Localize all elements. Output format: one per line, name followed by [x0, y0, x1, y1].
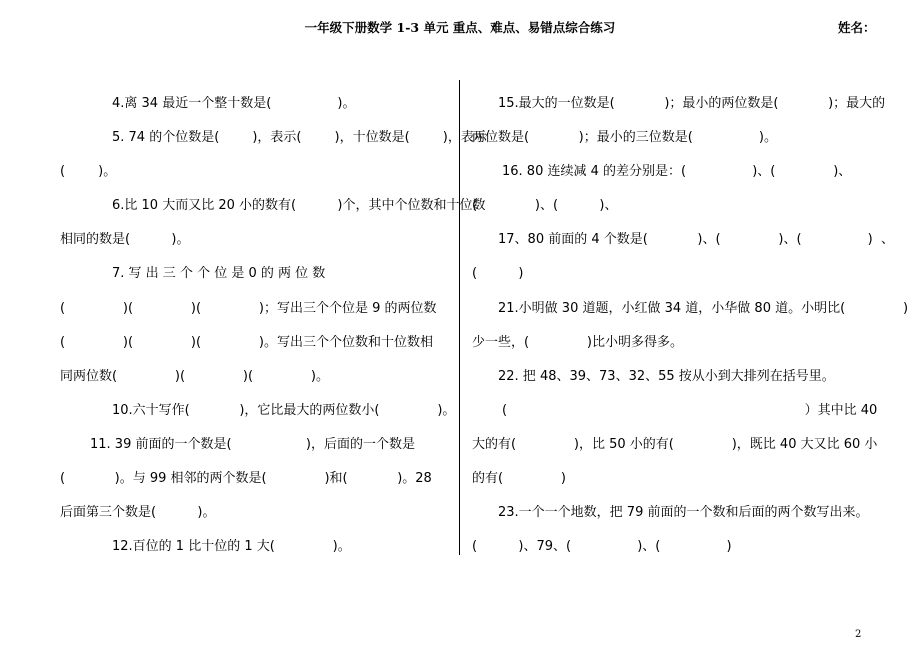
question-23-line-1: 23.一个一个地数，把 79 前面的一个数和后面的两个数写出来。 — [498, 505, 869, 521]
question-12: 12.百位的 1 比十位的 1 大( )。 — [112, 539, 351, 555]
question-16-line-1: 16. 80 连续减 4 的差分别是：( )、( )、 — [502, 164, 852, 180]
question-5-line-2: ( )。 — [60, 164, 117, 180]
question-15-line-1: 15.最大的一位数是( )；最小的两位数是( )；最大的 — [498, 96, 886, 111]
question-17-line-2: ( ) — [472, 266, 524, 282]
name-label: 姓名： — [838, 20, 876, 35]
page-number: 2 — [855, 629, 862, 640]
question-10: 10.六十写作( )，它比最大的两位数小( )。 — [112, 402, 456, 418]
question-11-line-2: ( )。与 99 相邻的两个数是( )和( )。28 — [60, 471, 432, 487]
question-7-line-3: ( )( )( )。写出三个个位数和十位数相 — [60, 334, 433, 350]
question-6-line-2: 相同的数是( )。 — [60, 232, 190, 248]
left-column — [60, 87, 487, 564]
question-6-line-1: 6.比 10 大而又比 20 小的数有( )个，其中个位数和十位数 — [112, 198, 486, 214]
question-4: 4.离 34 最近一个整十数是( )。 — [112, 96, 356, 111]
question-22-line-4: 的有( ) — [472, 471, 566, 487]
question-22-line-1: 22. 把 48、39、73、32、55 按从小到大排列在括号里。 — [498, 368, 835, 384]
question-15-line-2: 两位数是( )；最小的三位数是( )。 — [472, 130, 777, 146]
question-5-line-1: 5. 74 的个位数是( )，表示( )，十位数是( )，表示 — [112, 130, 487, 146]
question-11-line-3: 后面第三个数是( )。 — [60, 505, 216, 521]
question-17-line-1: 17、80 前面的 4 个数是( )、( )、( ) 、 — [498, 232, 895, 248]
right-column — [472, 87, 909, 564]
worksheet-title: 一年级下册数学 1-3 单元 重点、难点、易错点综合练习 — [304, 20, 616, 35]
question-21-line-2: 少一些，( )比小明多得多。 — [472, 334, 683, 350]
question-11-line-1: 11. 39 前面的一个数是( )，后面的一个数是 — [90, 436, 416, 452]
question-22-line-2: ( ）其中比 40 — [502, 402, 878, 418]
question-7-line-4: 同两位数( )( )( )。 — [60, 368, 329, 384]
question-7-line-1: 7. 写 出 三 个 个 位 是 0 的 两 位 数 — [112, 266, 326, 282]
question-23-line-2: ( )、79、( )、( ) — [472, 539, 732, 555]
question-7-line-2: ( )( )( )；写出三个个位是 9 的两位数 — [60, 300, 437, 316]
question-16-line-2: ( )、( )、 — [472, 198, 618, 214]
question-21-line-1: 21.小明做 30 道题，小红做 34 道，小华做 80 道。小明比( ) — [498, 300, 909, 316]
question-22-line-3: 大的有( )，比 50 小的有( )，既比 40 大又比 60 小 — [472, 436, 878, 452]
